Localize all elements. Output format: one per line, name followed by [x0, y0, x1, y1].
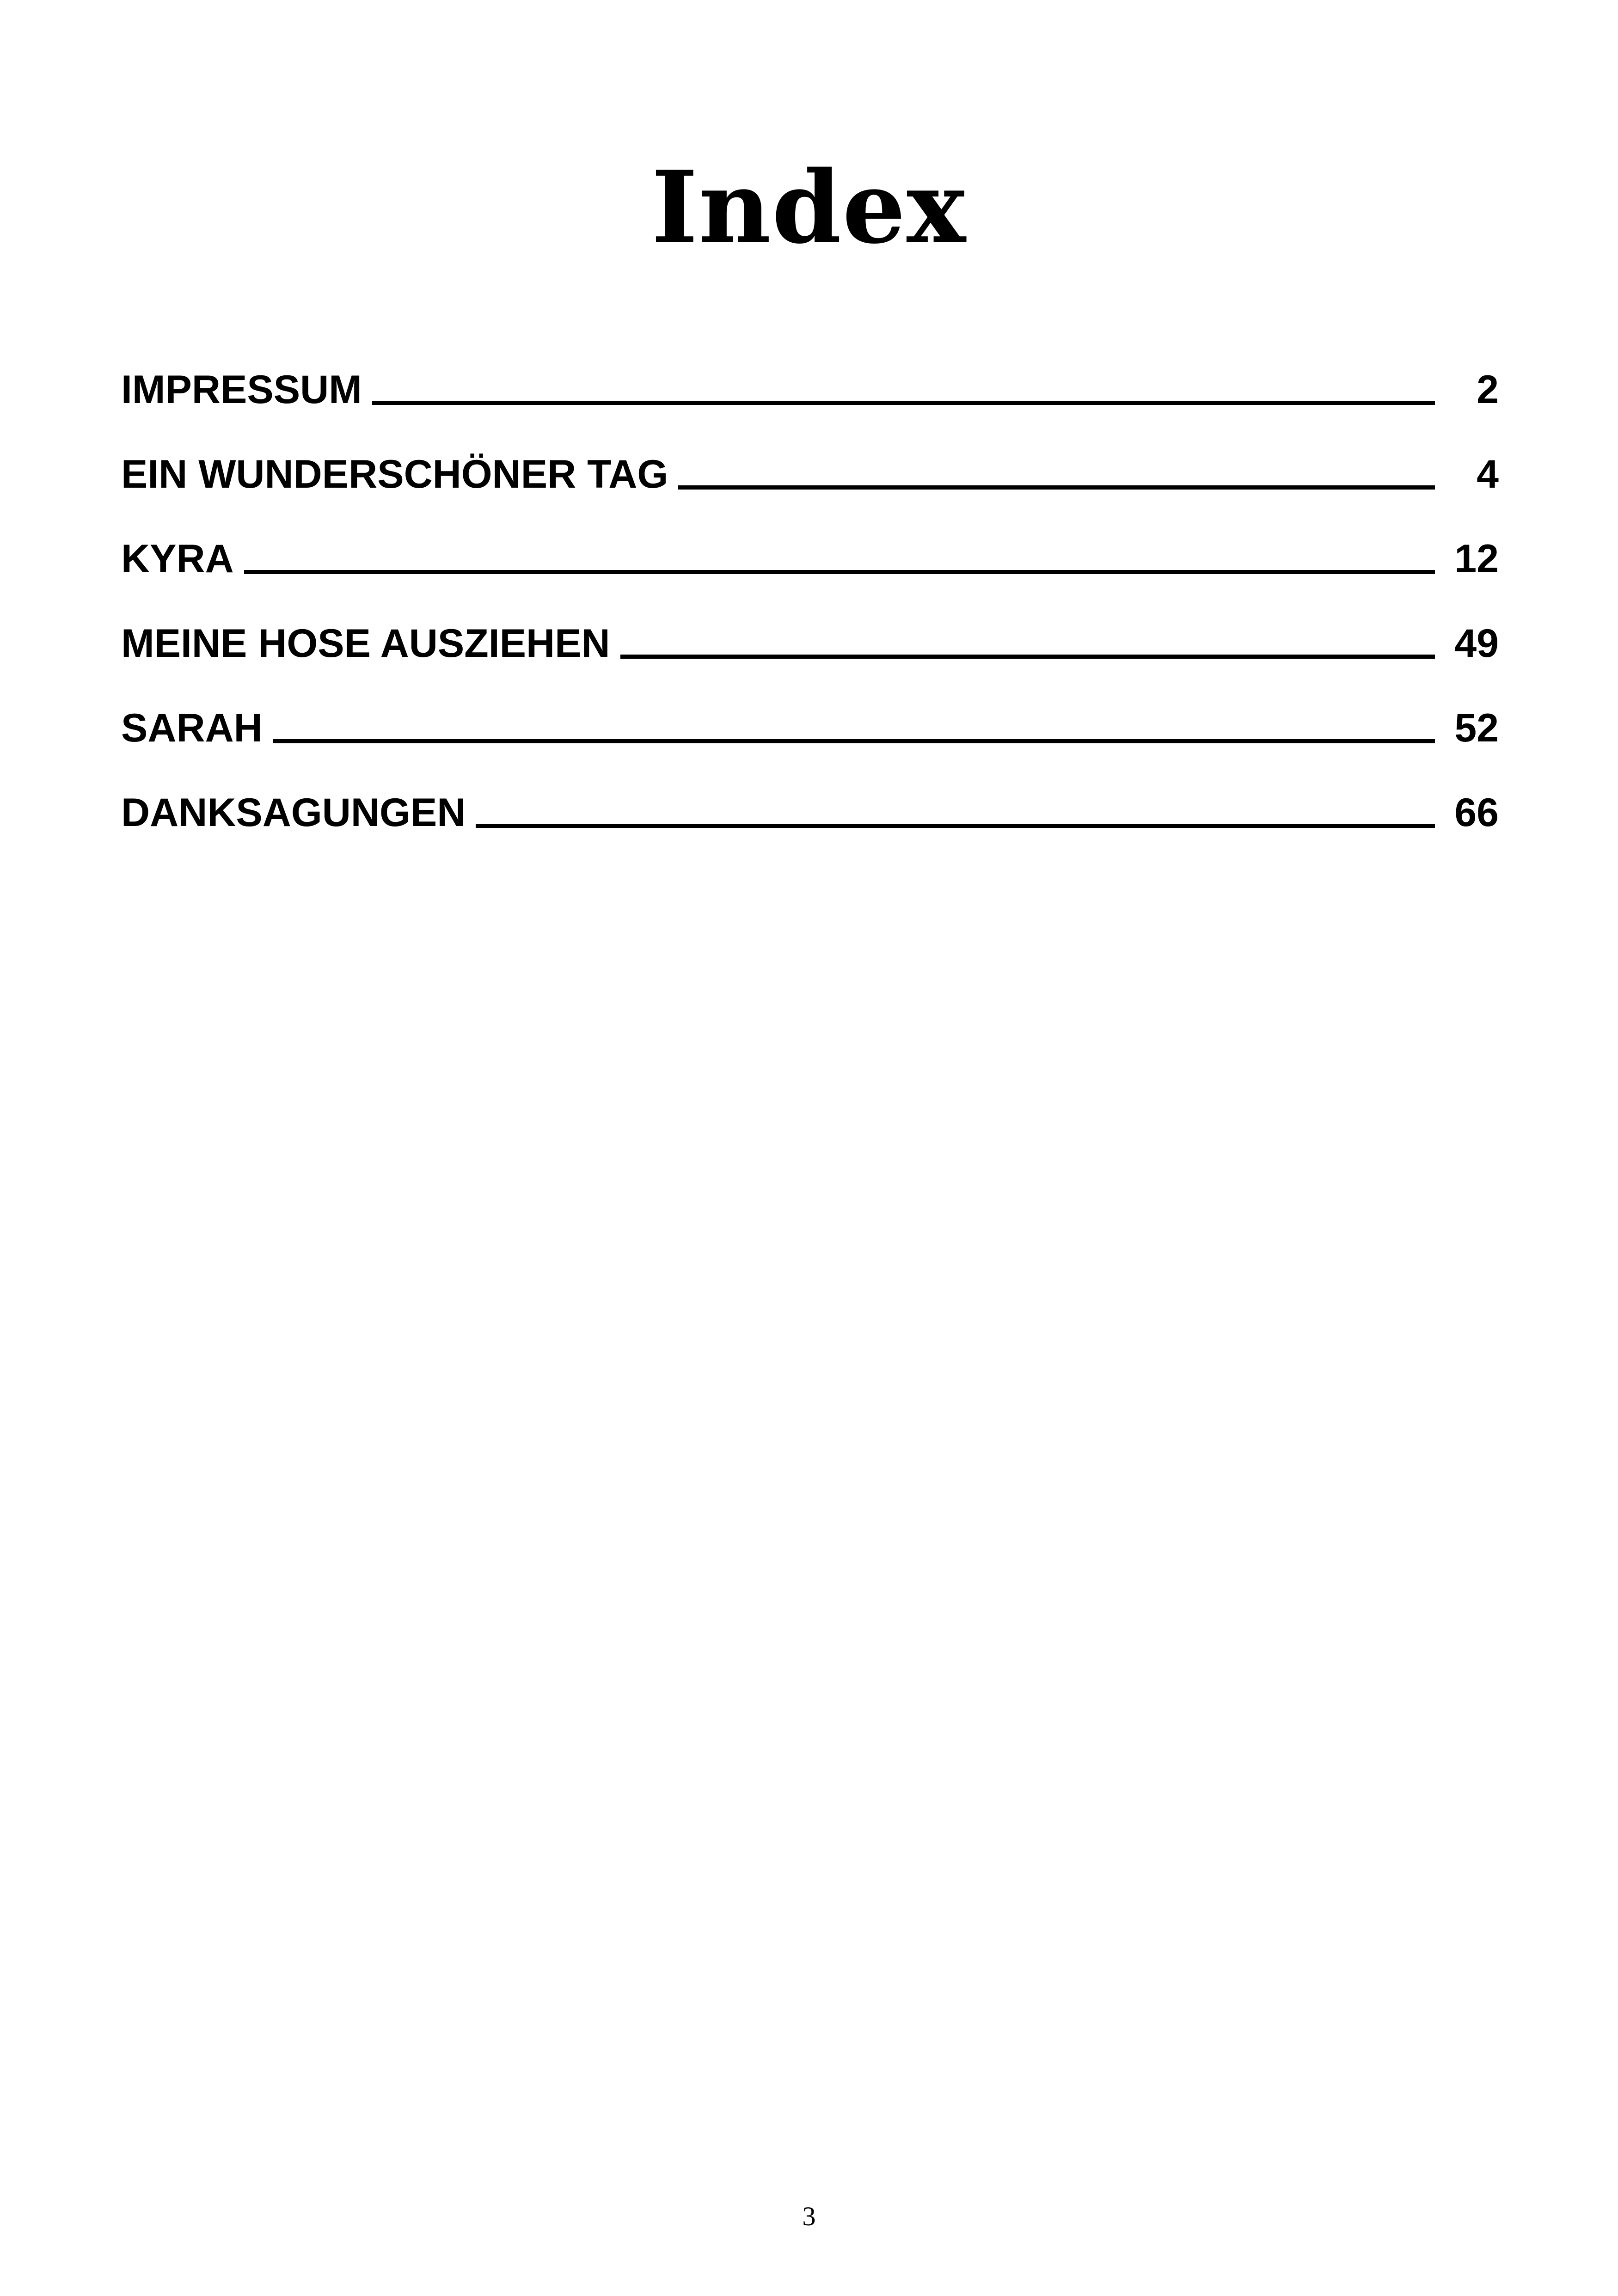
toc-entry-impressum [121, 331, 1499, 415]
toc-entry-ein-wunderschoner-tag [121, 415, 1499, 500]
page-number: 3 [802, 2201, 816, 2231]
toc-leader-line [476, 824, 1435, 828]
page-title: Index [651, 149, 967, 266]
toc-entry-page-number: 66 [1454, 790, 1499, 835]
toc-entry-page-number: 12 [1454, 537, 1499, 581]
toc-leader-line [620, 655, 1435, 659]
toc-entry-kyra [121, 500, 1499, 584]
toc-entry-sarah [121, 669, 1499, 753]
toc-leader-line [678, 485, 1435, 490]
toc-entry-label: SARAH [121, 706, 263, 750]
toc-entry-page-number: 49 [1454, 621, 1499, 666]
toc-leader-line [273, 739, 1435, 743]
toc-entry-label: IMPRESSUM [121, 367, 362, 412]
table-of-contents [121, 331, 1499, 838]
toc-entry-label: KYRA [121, 537, 234, 581]
toc-entry-page-number: 4 [1477, 452, 1499, 496]
toc-leader-line [244, 570, 1435, 574]
toc-entry-meine-hose-ausziehen [121, 584, 1499, 669]
toc-leader-line [372, 401, 1435, 405]
toc-entry-page-number: 2 [1477, 367, 1499, 412]
toc-entry-label: MEINE HOSE AUSZIEHEN [121, 621, 610, 666]
toc-entry-danksagungen [121, 753, 1499, 838]
toc-entry-page-number: 52 [1454, 706, 1499, 750]
toc-entry-label: DANKSAGUNGEN [121, 790, 466, 835]
toc-entry-label: EIN WUNDERSCHÖNER TAG [121, 452, 668, 496]
